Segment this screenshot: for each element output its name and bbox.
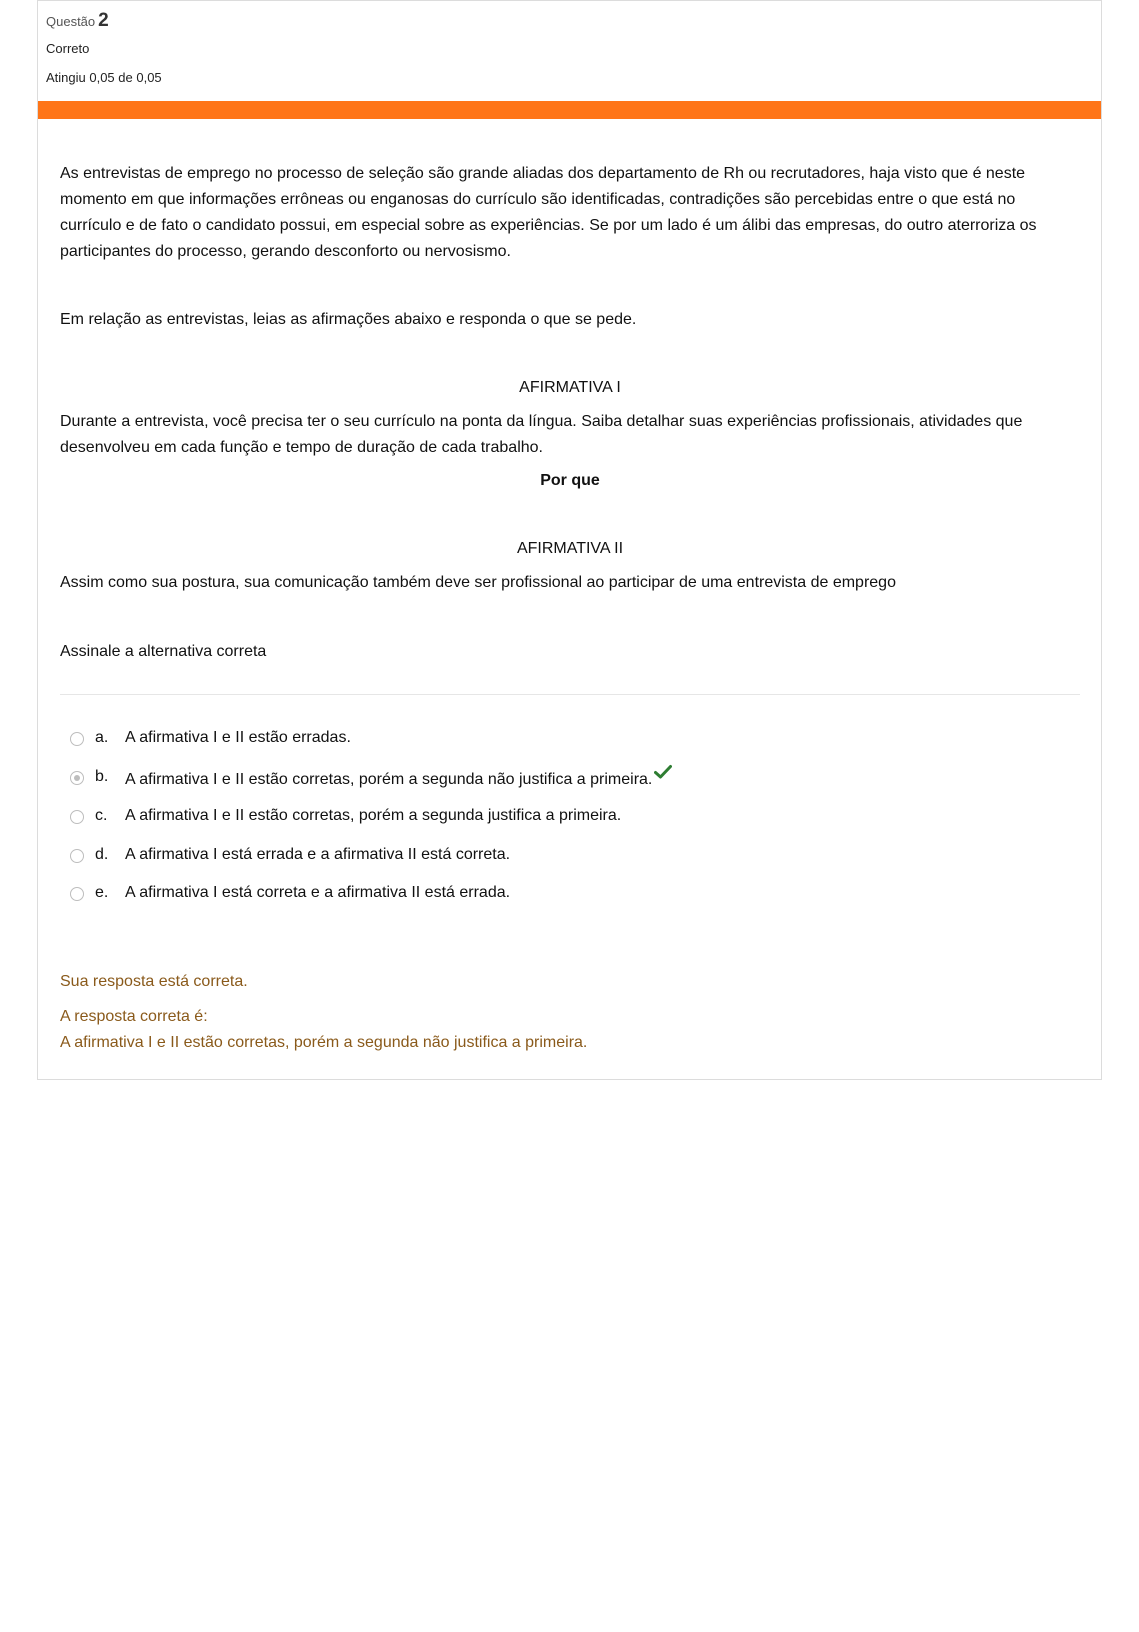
option-letter: e. bbox=[95, 884, 109, 901]
option-text: A afirmativa I está correta e a afirmativa II está errada. bbox=[125, 884, 511, 901]
radio-option-e[interactable] bbox=[70, 887, 84, 901]
radio-option-d[interactable] bbox=[70, 849, 84, 863]
option-c[interactable] bbox=[70, 803, 1070, 829]
question-grade: Atingiu 0,05 de 0,05 bbox=[46, 70, 162, 85]
question-state: Correto bbox=[46, 41, 90, 56]
option-a[interactable] bbox=[70, 725, 1070, 751]
feedback-result: Sua resposta está correta. bbox=[60, 973, 248, 990]
option-text: A afirmativa I e II estão erradas. bbox=[125, 729, 351, 746]
option-text-wrap bbox=[125, 764, 672, 793]
check-icon bbox=[654, 764, 672, 780]
option-letter: d. bbox=[95, 846, 109, 863]
question-card bbox=[37, 0, 1102, 1080]
question-number: 2 bbox=[98, 10, 109, 31]
intro-paragraph: As entrevistas de emprego no processo de seleção são grande aliadas dos departamento de Rh ou recrutadores, haja visto que é neste momento em que informações errôneas ou enganosas do currículo são identificadas, contradições são percebidas entre o que está no currículo e de fato o candidato possui, em especial sobre as experiências. Se por um lado é um álibi das empresas, do outro aterroriza os participantes do processo, gerando desconforto ou nervosismo. bbox=[60, 165, 1037, 260]
option-e[interactable] bbox=[70, 880, 1070, 906]
option-text: A afirmativa I e II estão corretas, porém a segunda não justifica a primeira. bbox=[125, 771, 653, 788]
afirmativa-1-text: Durante a entrevista, você precisa ter o seu currículo na ponta da língua. Saiba detalhar suas experiências profissionais, atividades que desenvolveu em cada função e tempo de duração de cada trabalho. bbox=[60, 413, 1023, 456]
option-letter: c. bbox=[95, 807, 108, 824]
por-que-label: Por que bbox=[540, 472, 600, 489]
option-letter: a. bbox=[95, 729, 109, 746]
accent-bar bbox=[38, 101, 1101, 119]
afirmativa-1-title: AFIRMATIVA I bbox=[519, 379, 621, 396]
radio-option-b[interactable] bbox=[70, 771, 84, 785]
question-heading bbox=[46, 9, 109, 34]
question-label: Questão bbox=[46, 14, 96, 29]
question-info bbox=[38, 1, 1101, 101]
correct-answer-label: A resposta correta é: bbox=[60, 1008, 208, 1025]
prompt-text: Assinale a alternativa correta bbox=[60, 643, 267, 660]
option-d[interactable] bbox=[70, 842, 1070, 868]
radio-option-a[interactable] bbox=[70, 732, 84, 746]
option-letter: b. bbox=[95, 768, 109, 785]
option-b[interactable] bbox=[70, 764, 1070, 790]
divider bbox=[60, 694, 1080, 695]
afirmativa-2-title: AFIRMATIVA II bbox=[516, 540, 624, 557]
correct-answer-text: A afirmativa I e II estão corretas, porém a segunda não justifica a primeira. bbox=[60, 1034, 588, 1051]
option-text: A afirmativa I e II estão corretas, porém a segunda justifica a primeira. bbox=[125, 807, 622, 824]
instruction-paragraph: Em relação as entrevistas, leias as afirmações abaixo e responda o que se pede. bbox=[60, 311, 637, 328]
afirmativa-2-text: Assim como sua postura, sua comunicação também deve ser profissional ao participar de uma entrevista de emprego bbox=[60, 574, 896, 591]
option-text: A afirmativa I está errada e a afirmativa II está correta. bbox=[125, 846, 511, 863]
radio-option-c[interactable] bbox=[70, 810, 84, 824]
